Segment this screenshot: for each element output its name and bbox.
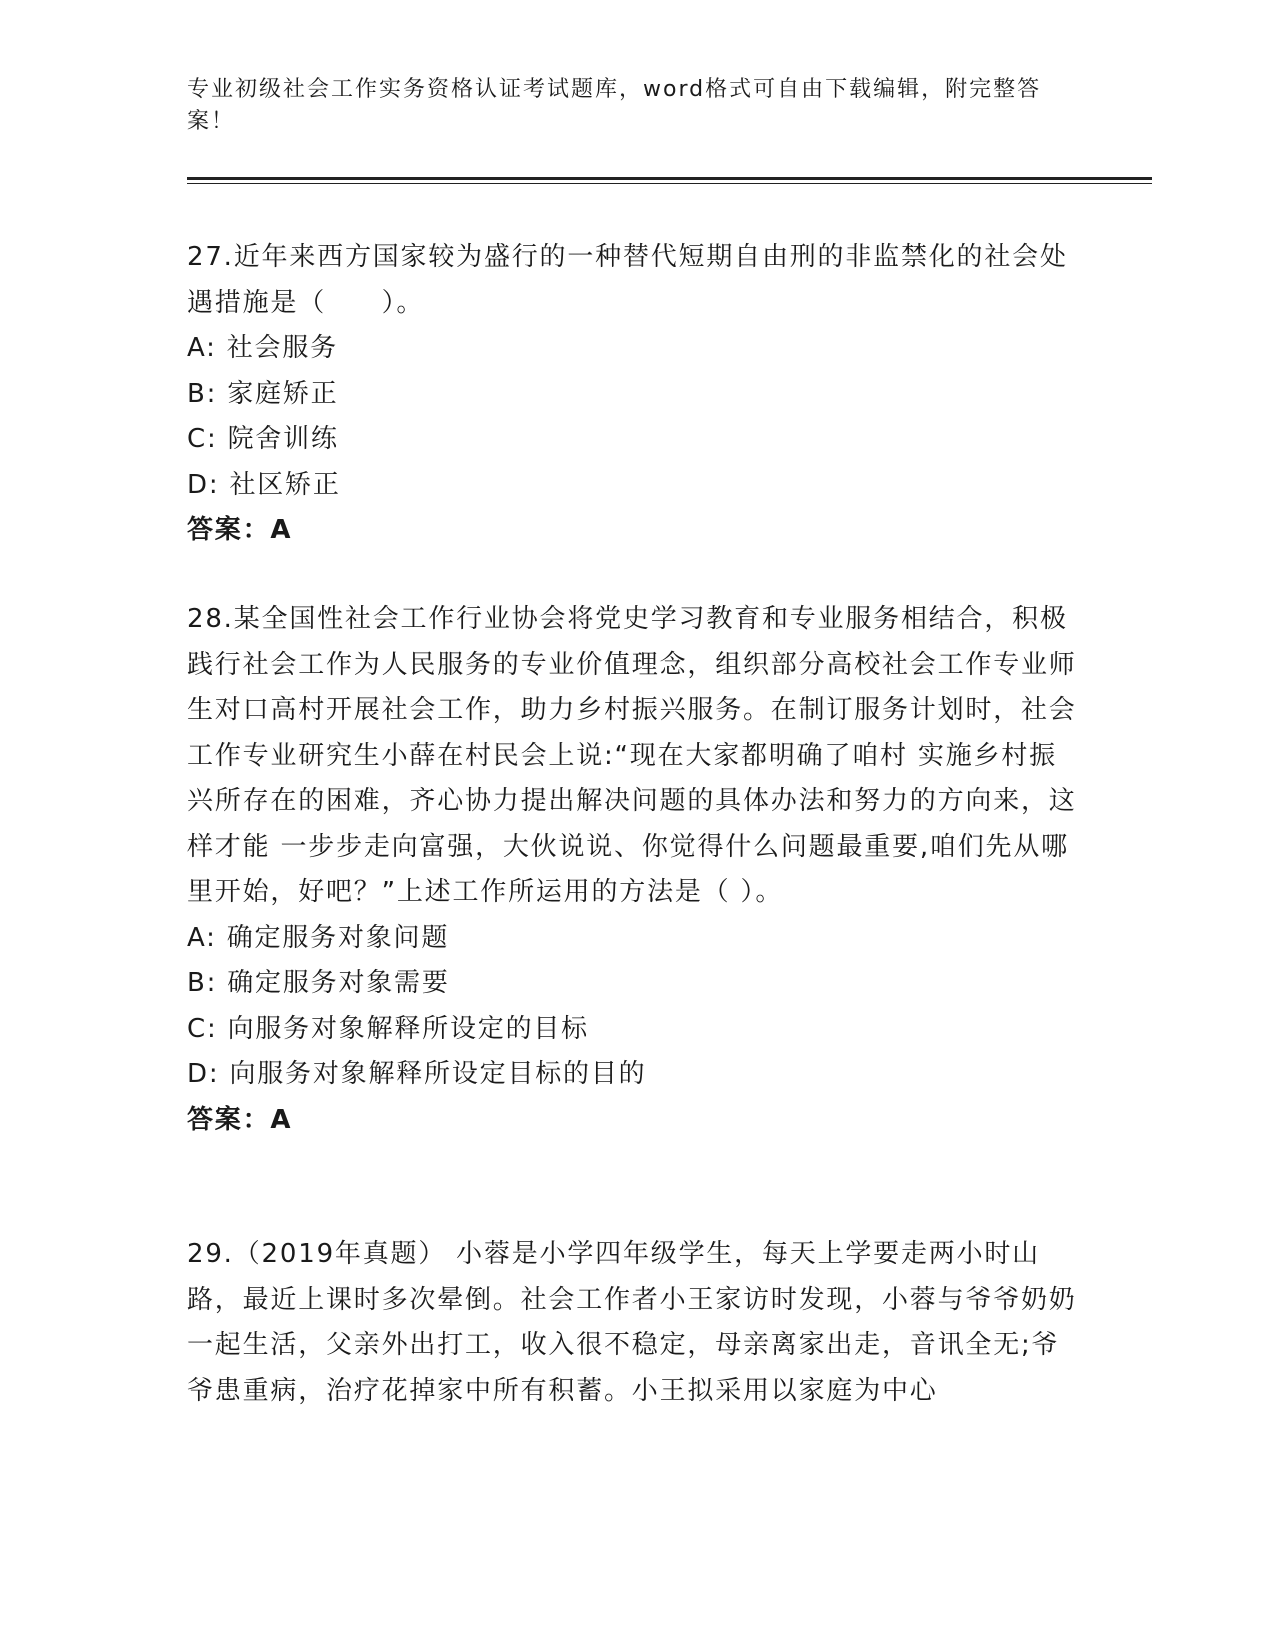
question-stem: 28.某全国性社会工作行业协会将党史学习教育和专业服务相结合，积极践行社会工作为人民服务的专业价值理念，组织部分高校社会工作专业师生对口高村开展社会工作，助力乡村振兴服务。在制订服务计划时，社会工作专业研究生小薛在村民会上说:“现在大家都明确了咱村 实施乡村振兴所存在的困难，齐心协力提出解决问题的具体办法和努力的方向来，这样才能 一步步走向富强，大伙说说、你觉得什么问题最重要,咱们先从哪里开始，好吧？”上述工作所运用的方法是（ ）。 xyxy=(187,604,1077,907)
question-28 xyxy=(187,597,1077,1143)
option-a: A: 社会服务 xyxy=(187,333,338,363)
option-b: B: 家庭矫正 xyxy=(187,378,339,409)
header-divider-thin xyxy=(187,183,1152,184)
answer-line: 答案：A xyxy=(187,515,293,545)
answer-line: 答案：A xyxy=(187,1104,293,1135)
option-a: A: 确定服务对象问题 xyxy=(187,922,450,953)
question-stem: 27.近年来西方国家较为盛行的一种替代短期自由刑的非监禁化的社会处遇措施是（ ）。 xyxy=(187,242,1068,318)
option-c: C: 向服务对象解释所设定的目标 xyxy=(187,1013,589,1044)
page-header: 专业初级社会工作实务资格认证考试题库，word格式可自由下载编辑，附完整答案！ xyxy=(187,77,1042,134)
option-c: C: 院舍训练 xyxy=(187,424,339,454)
option-d: D: 社区矫正 xyxy=(187,469,341,500)
option-b: B: 确定服务对象需要 xyxy=(187,968,450,998)
question-27 xyxy=(187,235,1077,554)
question-stem: 29.（2019年真题） 小蓉是小学四年级学生，每天上学要走两小时山路，最近上课时多次晕倒。社会工作者小王家访时发现，小蓉与爷爷奶奶一起生活，父亲外出打工，收入很不稳定，母亲离家出走，音讯全无;爷爷患重病，治疗花掉家中所有积蓄。小王拟采用以家庭为中心 xyxy=(187,1239,1077,1406)
question-29 xyxy=(187,1232,1077,1414)
option-d: D: 向服务对象解释所设定目标的目的 xyxy=(187,1059,647,1089)
header-divider-thick xyxy=(187,177,1152,180)
